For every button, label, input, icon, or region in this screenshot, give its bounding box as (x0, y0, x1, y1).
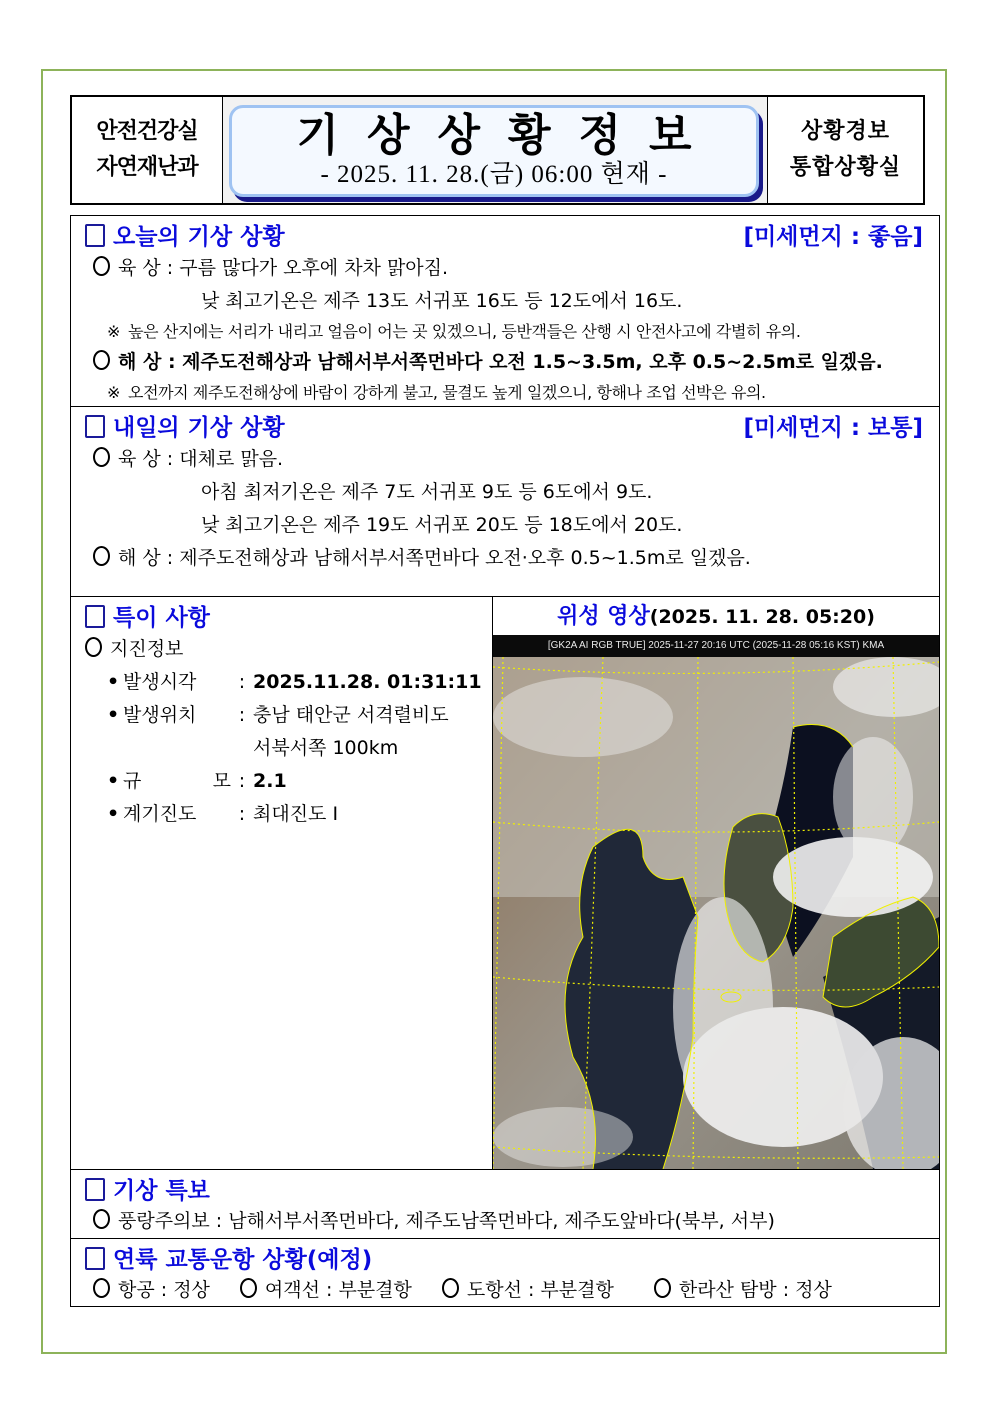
satellite-title (493, 597, 939, 635)
checkbox-square-icon (85, 605, 105, 628)
today-land-note (71, 318, 939, 346)
satellite-caption: [GK2A AI RGB TRUE] 2025-11-27 20:16 UTC (2025-11-28 05:16 KST) KMA (493, 635, 939, 657)
bullet-icon: • (107, 770, 120, 792)
weather-warning-section (70, 1169, 940, 1239)
checkbox-square-icon (85, 1178, 105, 1201)
note-text: 높은 산지에는 서리가 내리고 얼음이 어는 곳 있겠으니, 등반객들은 산행 시 안전사고에 각별히 유의. (128, 322, 801, 341)
quake-location-value: 충남 태안군 서격렬비도 (253, 704, 449, 726)
colon: : (238, 671, 246, 693)
quake-location-value-2: 서북서쪽 100km (253, 737, 399, 759)
quake-time-row (71, 666, 492, 699)
quake-intensity-value: 최대진도 Ⅰ (253, 803, 339, 825)
traffic-heading: 연륙 교통운항 상황(예정) (113, 1246, 373, 1273)
hollow-circle-bullet-icon (93, 1278, 110, 1298)
traffic-label: 여객선 : 부분결항 (264, 1279, 412, 1301)
traffic-item-ferry (240, 1275, 412, 1305)
traffic-label: 한라산 탐방 : 정상 (678, 1279, 832, 1301)
today-fine-dust: [미세먼지 : 좋음] (743, 223, 923, 250)
land-label: 육 상 : (118, 448, 174, 470)
today-sea-line (71, 346, 939, 379)
checkbox-square-icon (85, 415, 105, 438)
quake-location-label: 발생위치 (123, 704, 197, 726)
colon: : (238, 770, 246, 792)
tomorrow-sea-text: 제주도전해상과 남해서부서쪽먼바다 오전·오후 0.5~1.5m로 일겠음. (179, 547, 751, 569)
section-heading (71, 1170, 939, 1206)
hollow-circle-bullet-icon (93, 350, 110, 370)
warning-line (71, 1206, 939, 1236)
note-asterisk-icon: ※ (107, 383, 121, 402)
traffic-item-island-boat (442, 1275, 614, 1305)
tomorrow-sea-line (71, 542, 939, 575)
hollow-circle-bullet-icon (654, 1278, 671, 1298)
label-part: 모 (212, 770, 231, 792)
section-heading (71, 1239, 939, 1275)
today-weather-section (70, 215, 940, 407)
quake-intensity-label: 계기진도 (123, 803, 197, 825)
quake-location-row (71, 699, 492, 732)
quake-time-value: 2025.11.28. 01:31:11 (253, 671, 482, 693)
bullet-icon: • (107, 704, 120, 726)
report-header (70, 95, 925, 205)
section-heading (71, 407, 939, 443)
quake-magnitude-row (71, 765, 492, 798)
title-box (229, 105, 759, 197)
bullet-spacer (107, 732, 123, 765)
hollow-circle-bullet-icon (442, 1278, 459, 1298)
tomorrow-land-text: 대체로 맑음. (179, 448, 284, 470)
satellite-image (493, 657, 939, 1169)
satellite-map-graphic (493, 657, 939, 1169)
bullet-icon: • (107, 803, 120, 825)
colon-spacer (231, 732, 253, 765)
today-sea-text: 제주도전해상과 남해서부서쪽먼바다 오전 1.5~3.5m, 오후 0.5~2.5m로 일겠음. (182, 351, 883, 373)
satellite-time: (2025. 11. 28. 05:20) (649, 606, 875, 628)
tomorrow-heading: 내일의 기상 상황 (113, 414, 285, 441)
section-heading (71, 597, 492, 633)
today-land-text: 구름 많다가 오후에 차차 맑아짐. (179, 257, 449, 279)
checkbox-square-icon (85, 224, 105, 247)
quake-intensity-row (71, 798, 492, 831)
department-line-1: 안전건강실 (96, 119, 198, 144)
traffic-label: 도항선 : 부분결항 (466, 1279, 614, 1301)
satellite-panel (493, 597, 939, 1169)
tomorrow-max-temp: 낮 최고기온은 제주 19도 서귀포 20도 등 18도에서 20도. (201, 514, 683, 536)
section-heading (71, 216, 939, 252)
office-box (767, 97, 923, 203)
special-notes (71, 597, 493, 1169)
department-line-2: 자연재난과 (96, 155, 198, 180)
today-land-line (71, 252, 939, 285)
today-sea-note (71, 379, 939, 407)
colon: : (238, 803, 246, 825)
hollow-circle-bullet-icon (93, 546, 110, 566)
hollow-circle-bullet-icon (93, 1209, 110, 1229)
tomorrow-land-line (71, 443, 939, 476)
note-asterisk-icon: ※ (107, 322, 121, 341)
label-spacer (123, 732, 231, 765)
land-label: 육 상 : (118, 257, 174, 279)
hollow-circle-bullet-icon (240, 1278, 257, 1298)
earthquake-title (71, 633, 492, 666)
tomorrow-fine-dust: [미세먼지 : 보통] (743, 414, 923, 441)
office-line-2: 통합상황실 (789, 155, 902, 180)
today-heading: 오늘의 기상 상황 (113, 223, 285, 250)
tomorrow-weather-section (70, 406, 940, 597)
department-box (72, 97, 223, 203)
traffic-status-section (70, 1238, 940, 1307)
checkbox-square-icon (85, 1247, 105, 1270)
report-title: 기상상황정보 (296, 110, 720, 161)
colon: : (238, 704, 246, 726)
tomorrow-min-temp: 아침 최저기온은 제주 7도 서귀포 9도 등 6도에서 9도. (201, 481, 653, 503)
special-heading: 특이 사항 (113, 604, 210, 631)
office-line-1: 상황경보 (800, 119, 890, 144)
traffic-item-hallasan (654, 1275, 832, 1305)
traffic-label: 항공 : 정상 (118, 1279, 210, 1301)
quake-location-row-2 (71, 732, 492, 765)
traffic-item-air (93, 1275, 210, 1305)
quake-time-label: 발생시각 (123, 671, 197, 693)
bullet-icon: • (107, 671, 120, 693)
title-area (223, 97, 767, 203)
today-temp-line: 낮 최고기온은 제주 13도 서귀포 16도 등 12도에서 16도. (201, 290, 683, 312)
label-part: 규 (123, 770, 142, 792)
warning-heading: 기상 특보 (113, 1177, 210, 1204)
hollow-circle-bullet-icon (93, 447, 110, 467)
warning-text: 풍랑주의보 : 남해서부서쪽먼바다, 제주도남쪽먼바다, 제주도앞바다(북부, 서부) (118, 1210, 775, 1232)
hollow-circle-bullet-icon (93, 256, 110, 276)
note-text: 오전까지 제주도전해상에 바람이 강하게 불고, 물결도 높게 일겠으니, 항해나 조업 선박은 유의. (128, 383, 766, 402)
report-datetime: - 2025. 11. 28.(금) 06:00 현재 - (320, 161, 668, 188)
earthquake-title-text: 지진정보 (110, 638, 184, 660)
traffic-items (71, 1275, 939, 1305)
quake-magnitude-label (123, 765, 231, 798)
sea-label: 해 상 : (118, 351, 176, 373)
quake-magnitude-value: 2.1 (253, 770, 287, 792)
hollow-circle-bullet-icon (85, 637, 102, 657)
sea-label: 해 상 : (118, 547, 174, 569)
special-and-satellite-section (70, 596, 940, 1170)
satellite-title-label: 위성 영상 (557, 604, 650, 629)
